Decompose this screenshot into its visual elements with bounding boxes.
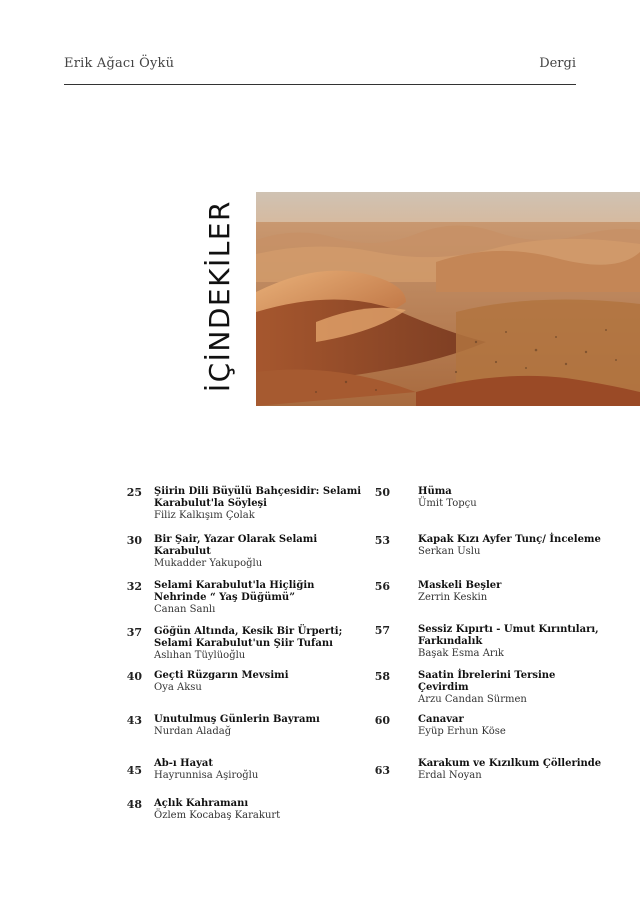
page-header [64,54,576,85]
entry-author: Eyüp Erhun Köse [418,726,506,737]
entry-author: Filiz Kalkışım Çolak [154,510,255,521]
entry-title: Hüma Ümit Topçu [418,486,608,510]
entry-author: Canan Sanlı [154,604,216,615]
page-number: 57 [374,624,390,637]
page-number: 30 [126,534,142,547]
entry-title: Sessiz Kıpırtı - Umut Kırıntıları, Farkındalık Başak Esma Arık [418,624,608,660]
entry-title: Şiirin Dili Büyülü Bahçesidir: Selami Karabulut'la Söyleşi Filiz Kalkışım Çolak [154,486,370,522]
page-number: 37 [126,626,142,639]
entry-author: Zerrin Keskin [418,592,488,603]
entry-author: Arzu Candan Sürmen [418,694,527,705]
page-number: 60 [374,714,390,727]
page-number: 63 [374,764,390,777]
page-number: 50 [374,486,390,499]
entry-author: Hayrunnisa Aşiroğlu [154,770,259,781]
magazine-name: Erik Ağacı Öykü [64,56,175,71]
page-number: 43 [126,714,142,727]
entry-author: Serkan Uslu [418,546,481,557]
entry-title: Açlık Kahramanı Özlem Kocabaş Karakurt [154,798,370,822]
entry-title: Selami Karabulut'la Hiçliğin Nehrinde “ Yaş Düğümü” Canan Sanlı [154,580,370,616]
desert-dunes-photo [256,192,640,406]
page-number: 45 [126,764,142,777]
magazine-label: Dergi [539,56,576,71]
entry-author: Başak Esma Arık [418,648,504,659]
entry-title: Ab-ı Hayat Hayrunnisa Aşiroğlu [154,758,370,782]
toc-title-container [200,200,240,410]
page-number: 40 [126,670,142,683]
entry-title: Kapak Kızı Ayfer Tunç/ İnceleme Serkan Uslu [418,534,608,558]
entry-title: Karakum ve Kızılkum Çöllerinde Erdal Noyan [418,758,608,782]
entry-title: Göğün Altında, Kesik Bir Ürperti; Selami Karabulut'un Şiir Tufanı Aslıhan Tüylüoğlu [154,626,370,662]
desert-illustration [256,192,640,406]
page-number: 53 [374,534,390,547]
page-number: 58 [374,670,390,683]
entry-title: Maskeli Beşler Zerrin Keskin [418,580,608,604]
page-number: 32 [126,580,142,593]
entry-author: Ümit Topçu [418,498,477,509]
entry-title: Geçti Rüzgarın Mevsimi Oya Aksu [154,670,370,694]
page-number: 56 [374,580,390,593]
entry-author: Oya Aksu [154,682,202,693]
entry-author: Mukadder Yakupoğlu [154,558,263,569]
entry-title: Saatin İbrelerini Tersine Çevirdim Arzu Candan Sürmen [418,670,608,706]
entry-title: Canavar Eyüp Erhun Köse [418,714,608,738]
page-number: 48 [126,798,142,811]
entry-author: Aslıhan Tüylüoğlu [154,650,246,661]
entry-author: Nurdan Aladağ [154,726,232,737]
page-number: 25 [126,486,142,499]
entry-author: Özlem Kocabaş Karakurt [154,810,281,821]
entry-author: Erdal Noyan [418,770,482,781]
entry-title: Bir Şair, Yazar Olarak Selami Karabulut Mukadder Yakupoğlu [154,534,370,570]
entry-title: Unutulmuş Günlerin Bayramı Nurdan Aladağ [154,714,370,738]
toc-title: İÇİNDEKİLER [203,200,236,393]
